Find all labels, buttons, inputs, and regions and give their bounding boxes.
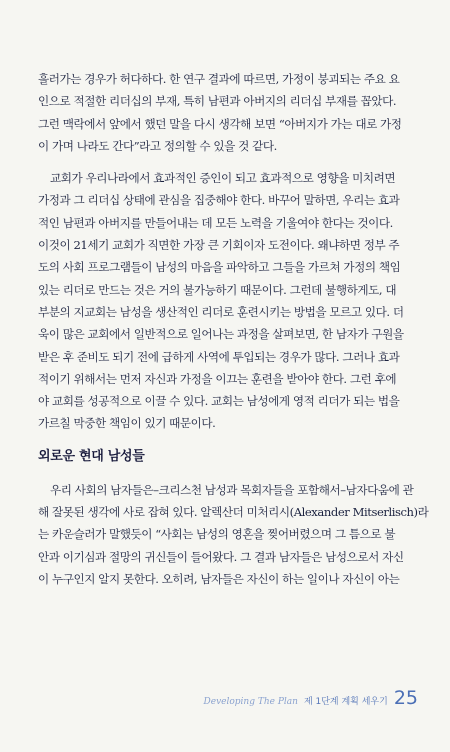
text-line: 야 교회를 성공적으로 이끌 수 있다. 교회는 남성에게 영적 리더가 되는 법을 [38, 394, 400, 409]
page-footer [204, 687, 418, 709]
text-line: 부분의 지교회는 남성을 생산적인 리더로 훈련시키는 방법을 모르고 있다. 더 [38, 304, 404, 319]
paragraph-2 [38, 167, 410, 435]
text-line: 도의 사회 프로그램들이 남성의 마음을 파악하고 그들을 가르쳐 가정의 책임 [38, 260, 401, 275]
text-line: 이것이 21세기 교회가 직면한 가장 큰 기회이자 도전이다. 왜냐하면 정부 주 [38, 238, 400, 253]
text-line: 욱이 많은 교회에서 일반적으로 일어나는 과정을 살펴보면, 한 남자가 구원을 [38, 327, 404, 342]
text-line: 가정과 그 리더십 상태에 관심을 집중해야 한다. 바꾸어 말하면, 우리는 효과 [38, 193, 400, 208]
footer-chapter-title: 제 1단계 계획 세우기 [303, 697, 388, 707]
text-line: 이 누구인지 알지 못한다. 오히려, 남자들은 자신이 하는 일이나 자신이 아는 [38, 571, 400, 586]
text-line: 가르칠 막중한 책임이 있기 때문이다. [38, 416, 216, 431]
text-line: 인으로 적절한 리더십의 부재, 특히 남편과 아버지의 리더십 부재를 꼽았다. [38, 94, 397, 109]
text-line: 적인 남편과 아버지를 만들어내는 데 모든 노력을 기울여야 한다는 것이다. [38, 215, 393, 230]
text-line: 해 잘못된 생각에 사로 잡혀 있다. 알렉산더 미처리시(Alexander Mitserlisch)라 [38, 505, 429, 520]
text-line: 흘러가는 경우가 허다하다. 한 연구 결과에 따르면, 가정이 붕괴되는 주요 요 [38, 72, 400, 86]
text-line: 우리 사회의 남자들은–크리스천 남성과 목회자들을 포함해서–남자다움에 관 [50, 482, 414, 497]
footer-series-title: Developing The Plan [203, 697, 298, 707]
text-line: 안과 이기심과 절망의 귀신들이 들어왔다. 그 결과 남자들은 남성으로서 자신 [38, 549, 404, 564]
text-line: 받은 후 준비도 되기 전에 급하게 사역에 투입되는 경우가 많다. 그러나 효과 [38, 349, 400, 364]
text-line: 는 카운슬러가 말했듯이 “사회는 남성의 영혼을 찢어버렸으며 그 틈으로 불 [38, 527, 396, 542]
paragraph-3 [38, 479, 429, 590]
text-line: 있는 리더로 만드는 것은 거의 불가능하기 때문이다. 그런데 불행하게도, 대 [38, 282, 397, 297]
text-line: 그런 맥락에서 앞에서 했던 말을 다시 생각해 보면 “아버지가 가는 대로 가정 [38, 116, 402, 131]
page-number: 25 [393, 687, 418, 709]
text-line: 교회가 우리나라에서 효과적인 증인이 되고 효과적으로 영향을 미치려면 [50, 171, 396, 186]
text-line: 적이기 위해서는 먼저 자신과 가정을 이끄는 훈련을 받아야 한다. 그런 후에 [38, 371, 397, 386]
paragraph-1 [38, 68, 410, 157]
text-line: 이 가며 나라도 간다”라고 정의할 수 있을 것 같다. [38, 138, 277, 153]
section-heading: 외로운 현대 남성들 [38, 448, 145, 464]
body-text [38, 68, 429, 600]
